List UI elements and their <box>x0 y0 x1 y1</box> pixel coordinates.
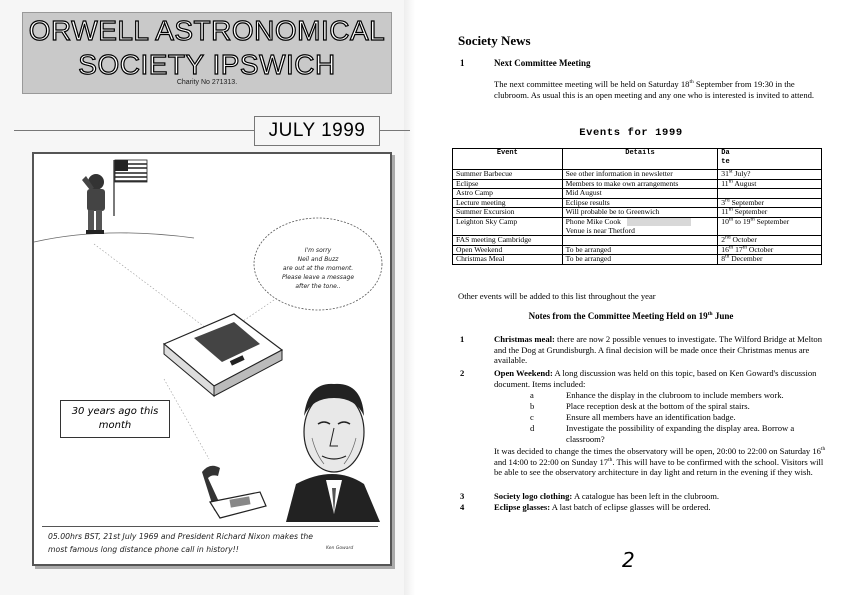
answering-machine-icon <box>164 314 282 396</box>
event-cell: Astro Camp <box>453 189 563 199</box>
date-cell: 10th to 19th September <box>718 217 822 235</box>
details-cell: Mid August <box>562 189 718 199</box>
column-header: Da te <box>718 149 822 170</box>
details-cell: Will probable be to Greenwich <box>562 208 718 218</box>
item-number: 3 <box>460 491 465 501</box>
date-cell: 31st July? <box>718 170 822 180</box>
events-table-body <box>453 170 822 265</box>
redacted-phone <box>627 218 691 226</box>
issue-date: JULY 1999 <box>254 116 380 146</box>
sub-item-letter: b <box>530 401 535 411</box>
table-row <box>453 179 822 189</box>
cover-page <box>0 0 415 595</box>
nixon-portrait <box>286 384 380 522</box>
telephone-icon <box>202 466 266 518</box>
sub-item-letter: c <box>530 412 534 422</box>
event-cell: FAS meeting Cambridge <box>453 236 563 246</box>
page-number: 2 <box>622 548 635 572</box>
sub-item-text: Ensure all members have an identification badge. <box>566 412 736 422</box>
note-item: Society logo clothing: A catalogue has been left in the clubroom. <box>494 491 720 501</box>
section-heading: Society News <box>458 33 531 48</box>
sub-item-letter: d <box>530 423 535 433</box>
flag-icon <box>114 160 147 216</box>
date-cell: 16th 17th October <box>718 245 822 255</box>
table-row <box>453 217 822 235</box>
item-number: 4 <box>460 502 465 512</box>
event-cell: Open Weekend <box>453 245 563 255</box>
note-item: Christmas meal: there are now 2 possible venues to investigate. The Wilford Bridge at Melton and the Dog at Grundisburgh. A final decision will be made once their Christmas menus are available. <box>494 334 822 365</box>
item-number: 1 <box>460 334 465 344</box>
years-ago-box <box>60 400 170 438</box>
speech-line: are out at the moment. <box>282 265 354 272</box>
sub-item-text: Investigate the possibility of expanding the display area. Borrow a classroom? <box>566 423 795 444</box>
caption-line: 05.00hrs BST, 21st July 1969 and President Richard Nixon makes the <box>48 532 314 541</box>
column-header: Details <box>562 149 718 170</box>
open-weekend-paragraph: It was decided to change the times the observatory will be open, 20:00 to 22:00 on Saturday 16th and 14:00 to 22:00 on Sunday 17th. This will have to be confirmed with the school. Visitors will be able to see the observatory architecture in day light and return in the evening if they wish. <box>494 446 826 477</box>
event-cell: Christmas Meal <box>453 255 563 265</box>
details-cell: To be arranged <box>562 255 718 265</box>
details-cell: Phone Mike Cook Venue is near Thetford <box>562 217 718 235</box>
date-cell: 8th December <box>718 255 822 265</box>
note-item: Open Weekend: A long discussion was held on this topic, based on Ken Goward's discussion document. Items included: <box>494 368 817 389</box>
speech-line: after the tone.. <box>295 283 341 290</box>
speech-bubble-text <box>264 246 372 291</box>
date-cell: 11th September <box>718 208 822 218</box>
years-ago-line: month <box>98 420 132 431</box>
events-title: Events for 1999 <box>579 127 683 139</box>
column-header: Event <box>453 149 563 170</box>
date-cell: 2nd October <box>718 236 822 246</box>
speech-line: Neil and Buzz <box>297 256 339 263</box>
years-ago-line: 30 years ago this <box>71 406 159 417</box>
sub-item-letter: a <box>530 390 534 400</box>
masthead-title-line1: ORWELL ASTRONOMICAL <box>28 15 386 46</box>
cartoon-caption <box>48 530 378 556</box>
item-number: 1 <box>460 58 465 68</box>
date-cell: 11th August <box>718 179 822 189</box>
sub-item-text: Enhance the display in the clubroom to include members work. <box>566 390 784 400</box>
sub-item-text: Place reception desk at the bottom of the spiral stairs. <box>566 401 750 411</box>
event-cell: Summer Excursion <box>453 208 563 218</box>
cartoon-panel <box>32 152 392 566</box>
date-cell: 3rd September <box>718 198 822 208</box>
caption-line: most famous long distance phone call in history!! <box>48 545 239 554</box>
cartoon-illustration <box>34 154 390 564</box>
table-header-row <box>453 149 822 170</box>
masthead-title-line2: SOCIETY IPSWICH <box>78 49 336 80</box>
details-cell: Eclipse results <box>562 198 718 208</box>
speech-line: I'm sorry <box>304 247 332 254</box>
artist-signature: Ken Goward <box>326 546 354 551</box>
event-cell: Eclipse <box>453 179 563 189</box>
details-cell: See other information in newsletter <box>562 170 718 180</box>
table-row <box>453 245 822 255</box>
caption-rule <box>42 526 378 527</box>
item-title: Next Committee Meeting <box>494 58 591 68</box>
note-item: Eclipse glasses: A last batch of eclipse glasses will be ordered. <box>494 502 711 512</box>
notes-heading: Notes from the Committee Meeting Held on 19th June <box>528 311 734 321</box>
details-cell: To be arranged <box>562 245 718 255</box>
events-table <box>452 148 822 265</box>
event-cell: Leighton Sky Camp <box>453 217 563 235</box>
events-footer-note: Other events will be added to this list throughout the year <box>458 291 656 301</box>
charity-number: Charity No 271313. <box>176 79 238 86</box>
table-row <box>453 255 822 265</box>
meeting-paragraph: The next committee meeting will be held on Saturday 18th September from 19:30 in the clubroom. As usual this is an open meeting and any one who is interested is invited to attend. <box>494 79 815 100</box>
event-cell: Lecture meeting <box>453 198 563 208</box>
table-row <box>453 189 822 199</box>
page-shadow <box>404 0 415 595</box>
masthead <box>22 12 392 94</box>
speech-line: Please leave a message <box>281 274 355 281</box>
item-number: 2 <box>460 368 465 378</box>
astronaut-icon <box>82 174 105 234</box>
event-cell: Summer Barbecue <box>453 170 563 180</box>
details-cell: Members to make own arrangements <box>562 179 718 189</box>
news-page <box>420 0 842 595</box>
